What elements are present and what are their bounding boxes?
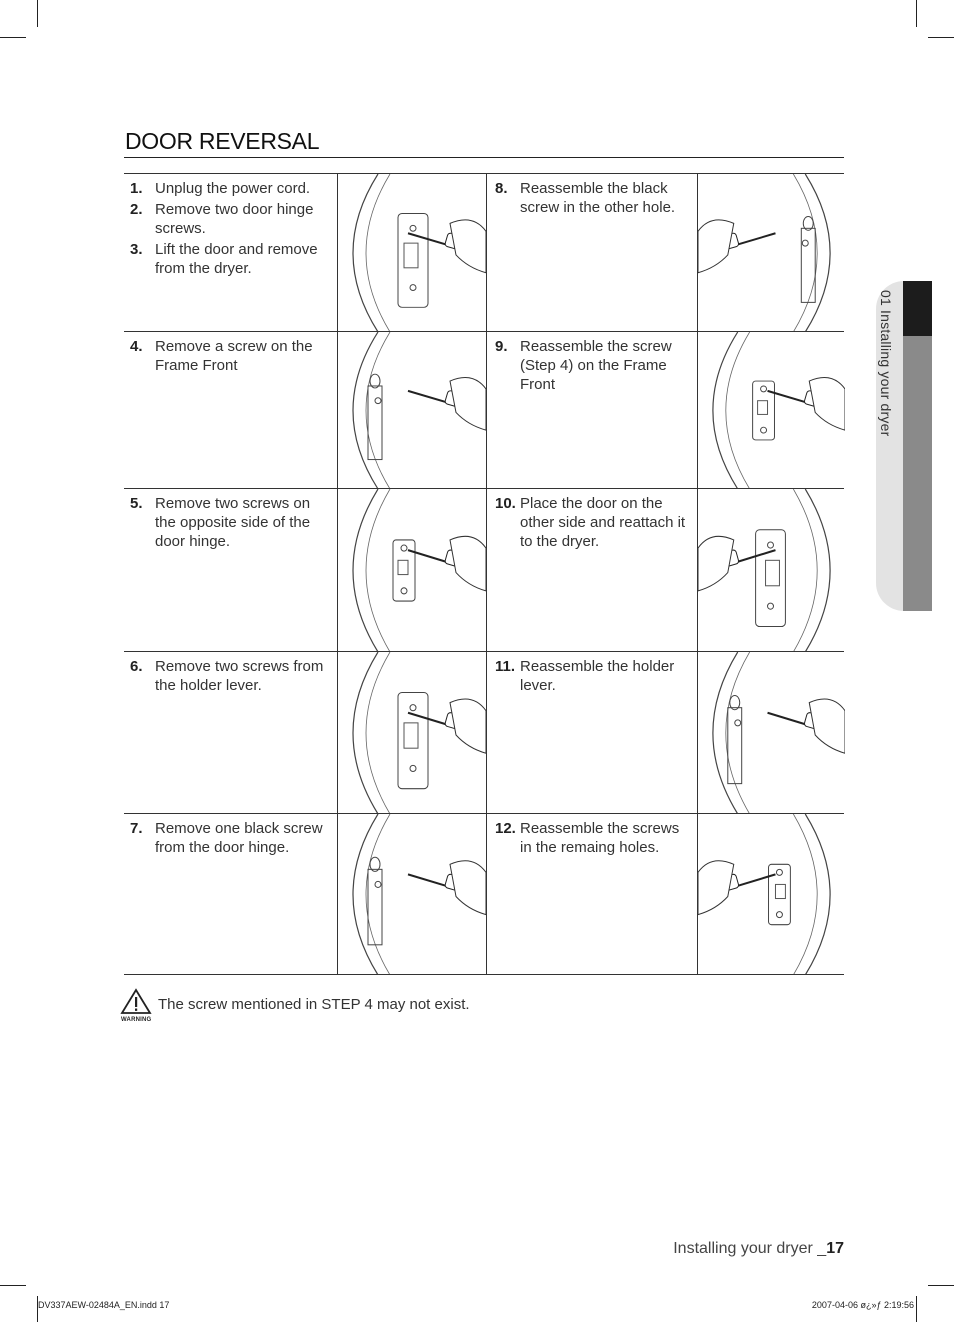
step-number: 10.	[495, 495, 516, 512]
crop-mark	[37, 0, 38, 27]
step-illustration	[697, 814, 845, 975]
print-slug-right: 2007-04-06 ø¿»ƒ 2:19:56	[811, 1300, 914, 1310]
step-text: Unplug the power cord.	[155, 180, 311, 197]
step-number: 5.	[130, 495, 143, 512]
step-item	[124, 494, 330, 551]
step-item	[124, 819, 330, 857]
title-divider	[124, 157, 844, 158]
step-number: 4.	[130, 338, 143, 355]
step-text-cell	[124, 814, 330, 980]
step-text-cell	[124, 332, 330, 494]
step-text: Remove two screws on the opposite side of the door hinge.	[155, 495, 311, 550]
step-text-cell	[124, 489, 330, 657]
chapter-tab-bar	[903, 336, 932, 611]
step-text: Reassemble the screw (Step 4) on the Frame Front	[520, 338, 672, 393]
step-illustration	[697, 652, 845, 814]
step-row	[124, 651, 844, 814]
step-number: 12.	[495, 820, 516, 837]
step-illustration	[697, 489, 845, 652]
step-illustration	[337, 652, 487, 814]
step-row	[124, 331, 844, 489]
step-number: 8.	[495, 180, 508, 197]
steps-bottom-divider	[124, 974, 844, 975]
step-item	[489, 657, 694, 695]
step-text: Reassemble the screws in the remaing holes.	[520, 820, 680, 856]
step-item	[489, 494, 694, 551]
step-illustration	[337, 489, 487, 652]
footer-label: Installing your dryer _	[673, 1240, 827, 1257]
print-slug-left: DV337AEW-02484A_EN.indd 17	[38, 1300, 170, 1310]
step-item	[489, 179, 694, 217]
page-footer	[673, 1240, 844, 1258]
step-illustration	[337, 814, 487, 975]
crop-mark	[916, 1296, 917, 1322]
step-text-cell	[489, 489, 694, 657]
step-item	[124, 240, 330, 278]
step-row	[124, 813, 844, 975]
step-number: 11.	[495, 658, 516, 675]
step-text: Remove one black screw from the door hinge.	[155, 820, 323, 856]
step-number: 9.	[495, 338, 508, 355]
chapter-tab-marker	[903, 281, 932, 336]
warning-text: The screw mentioned in STEP 4 may not exist.	[158, 996, 470, 1013]
step-text: Remove a screw on the Frame Front	[155, 338, 313, 374]
step-number: 7.	[130, 820, 143, 837]
step-item	[489, 337, 694, 394]
crop-mark	[928, 37, 954, 38]
step-illustration	[337, 174, 487, 332]
page-title: DOOR REVERSAL	[125, 128, 320, 154]
step-illustration	[697, 174, 845, 332]
step-text: Lift the door and remove from the dryer.	[155, 241, 318, 277]
step-text-cell	[489, 814, 694, 980]
page-number: 17	[826, 1240, 844, 1257]
step-text-cell	[124, 652, 330, 819]
step-text: Remove two door hinge screws.	[155, 201, 314, 237]
step-item	[124, 200, 330, 238]
step-number: 2.	[130, 201, 143, 218]
step-text: Place the door on the other side and reattach it to the dryer.	[520, 495, 686, 550]
crop-mark	[0, 1285, 26, 1286]
crop-mark	[916, 0, 917, 27]
step-item	[124, 179, 330, 198]
step-text-cell	[489, 332, 694, 494]
chapter-tab-label: 01 Installing your dryer	[878, 290, 894, 437]
step-item	[124, 337, 330, 375]
step-illustration	[337, 332, 487, 489]
step-text-cell	[489, 174, 694, 337]
step-text-cell	[124, 174, 330, 337]
step-illustration	[697, 332, 845, 489]
step-number: 1.	[130, 180, 143, 197]
step-text-cell	[489, 652, 694, 819]
step-row	[124, 488, 844, 652]
step-number: 3.	[130, 241, 143, 258]
step-text: Reassemble the holder lever.	[520, 658, 675, 694]
step-item	[489, 819, 694, 857]
step-row	[124, 173, 844, 332]
step-text: Reassemble the black screw in the other hole.	[520, 180, 676, 216]
step-item	[124, 657, 330, 695]
step-number: 6.	[130, 658, 143, 675]
crop-mark	[928, 1285, 954, 1286]
warning-label: WARNING	[121, 1017, 152, 1023]
crop-mark	[0, 37, 26, 38]
step-text: Remove two screws from the holder lever.	[155, 658, 324, 694]
